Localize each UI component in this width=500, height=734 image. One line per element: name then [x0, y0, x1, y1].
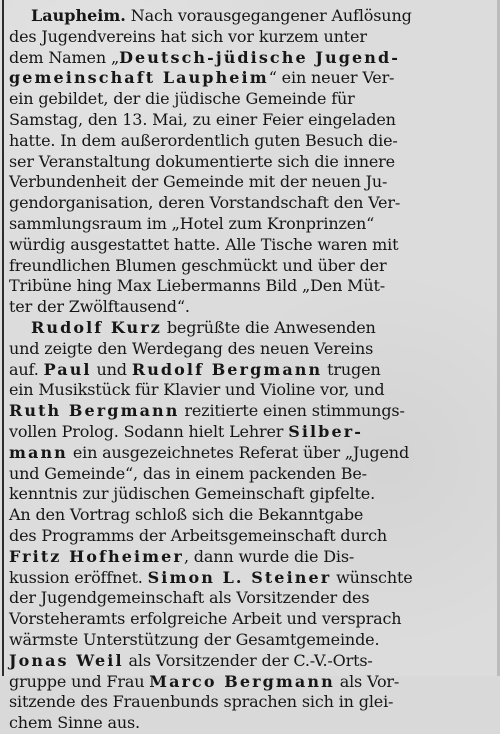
- article-line: [9, 89, 487, 110]
- emphasized-name: Silber-: [288, 421, 363, 441]
- article-line: [9, 568, 487, 589]
- article-lines: [9, 6, 487, 734]
- article-line: [9, 651, 487, 672]
- article-line: [9, 256, 487, 277]
- emphasized-name: mann: [9, 442, 68, 462]
- article-line: [9, 484, 487, 505]
- article-line: [9, 276, 487, 297]
- article-text: gendorganisation, deren Vorstandschaft den Ver-: [9, 193, 401, 213]
- article-text: ter der Zwölftausend“.: [9, 297, 190, 317]
- emphasized-name: Ruth Bergmann: [9, 401, 180, 421]
- article-line: [9, 443, 487, 464]
- article-text: wärmste Unterstützung der Gesamtgemeinde.: [9, 629, 380, 649]
- article-text: sitzende des Frauenbunds sprachen sich in glei-: [9, 692, 394, 712]
- article-text: Verbundenheit der Gemeinde mit der neuen Ju-: [9, 172, 388, 192]
- article-text: freundlichen Blumen geschmückt und über der: [9, 255, 387, 275]
- article-text: als Vor-: [334, 671, 400, 691]
- article-line: [9, 297, 487, 318]
- article-text: ser Veranstaltung dokumentierte sich die innere: [9, 151, 395, 171]
- emphasized-name: Rudolf Kurz: [31, 317, 162, 337]
- article-line: [9, 318, 487, 339]
- article-text: des Jugendvereins hat sich vor kurzem unter: [9, 26, 367, 46]
- article-text: ein Musikstück für Klavier und Violine vor, und: [9, 380, 385, 400]
- article-line: [9, 630, 487, 651]
- emphasized-name: Jonas Weil: [9, 650, 124, 670]
- article-text: kussion eröffnet.: [9, 567, 148, 587]
- article-line: [9, 380, 487, 401]
- article-line: [9, 152, 487, 173]
- article-text: der Jugendgemeinschaft als Vorsitzender des: [9, 588, 370, 608]
- article-text: , dann wurde die Dis-: [183, 546, 355, 566]
- article-text: ein ausgezeichnetes Referat über „Jugend: [67, 442, 410, 462]
- article-text: Tribüne hing Max Liebermanns Bild „Den Müt-: [9, 276, 386, 296]
- article-line: [9, 131, 487, 152]
- emphasized-name: gemeinschaft Laupheim: [9, 68, 269, 88]
- article-text: trugen: [322, 359, 381, 379]
- article-text: auf.: [9, 359, 44, 379]
- article-line: [9, 68, 487, 89]
- emphasized-name: Paul: [43, 359, 92, 379]
- emphasized-name: Deutsch-jüdische Jugend-: [119, 47, 400, 67]
- article-line: [9, 6, 487, 27]
- article-text: gruppe und Frau: [9, 671, 150, 691]
- article-text: und zeigte den Werdegang des neuen Vereins: [9, 338, 374, 358]
- article-line: [9, 588, 487, 609]
- article-line: [9, 547, 487, 568]
- article-text: Samstag, den 13. Mai, zu einer Feier eingeladen: [9, 109, 396, 129]
- article-line: [9, 360, 487, 381]
- article-line: [9, 422, 487, 443]
- article-text: Laupheim.: [31, 6, 126, 25]
- article-text: dem Namen „: [9, 47, 120, 67]
- article-line: [9, 609, 487, 630]
- article-text: würdig ausgestattet hatte. Alle Tische waren mit: [9, 234, 399, 254]
- article-text: und Gemeinde“, das in einem packenden Be-: [9, 463, 367, 483]
- article-line: [9, 27, 487, 48]
- article-text: kenntnis zur jüdischen Gemeinschaft gipfelte.: [9, 484, 376, 504]
- article-text: begrüßte die Anwesenden: [161, 317, 376, 337]
- article-text: hatte. In dem außerordentlich guten Besuch die-: [9, 130, 398, 150]
- article-line: [9, 401, 487, 422]
- emphasized-name: Marco Bergmann: [149, 671, 335, 691]
- article-line: [9, 48, 487, 69]
- article-line: [9, 339, 487, 360]
- emphasized-name: Rudolf Bergmann: [131, 359, 323, 379]
- emphasized-name: Fritz Hofheimer: [9, 546, 184, 566]
- article-line: [9, 672, 487, 693]
- article-line: [9, 235, 487, 256]
- article-text: sammlungsraum im „Hotel zum Kronprinzen“: [9, 213, 375, 233]
- article-line: [9, 464, 487, 485]
- article-line: [9, 713, 487, 734]
- article-text: und: [91, 359, 132, 379]
- article-line: [9, 193, 487, 214]
- article-text: als Vorsitzender der C.-V.-Orts-: [123, 650, 373, 670]
- article-line: [9, 110, 487, 131]
- article-text: Vorsteheramts erfolgreiche Arbeit und versprach: [9, 609, 402, 629]
- article-line: [9, 692, 487, 713]
- emphasized-name: Simon L. Steiner: [147, 567, 332, 587]
- article-text: “ ein neuer Ver-: [268, 68, 395, 88]
- article-text: Nach vorausgegangener Auflösung: [125, 6, 412, 25]
- article-text: des Programms der Arbeitsgemeinschaft durch: [9, 525, 388, 545]
- article-line: [9, 505, 487, 526]
- article-text: An den Vortrag schloß sich die Bekanntgabe: [9, 505, 364, 525]
- article-body: [9, 6, 487, 734]
- article-line: [9, 214, 487, 235]
- article-line: [9, 172, 487, 193]
- article-text: wünschte: [331, 567, 413, 587]
- left-column-rule: [2, 0, 4, 676]
- article-line: [9, 526, 487, 547]
- article-text: chem Sinne aus.: [9, 713, 140, 733]
- article-text: vollen Prolog. Sodann hielt Lehrer: [9, 421, 289, 441]
- article-text: rezitierte einen stimmungs-: [179, 401, 405, 421]
- article-text: ein gebildet, der die jüdische Gemeinde für: [9, 89, 355, 109]
